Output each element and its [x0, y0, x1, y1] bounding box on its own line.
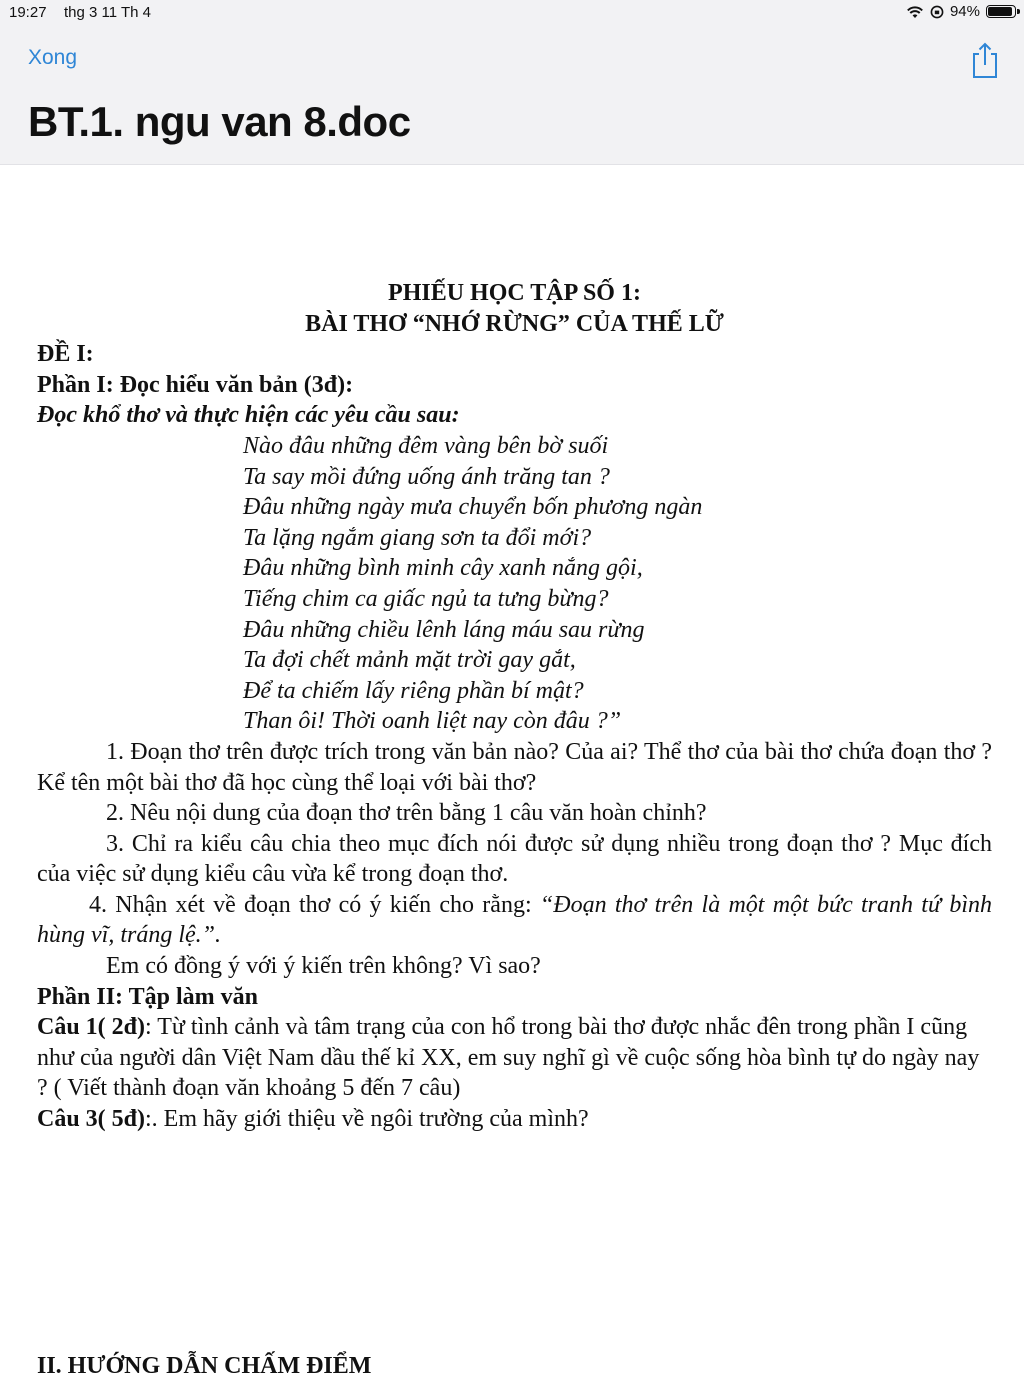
poem-line: Nào đâu những đêm vàng bên bờ suối: [243, 432, 609, 459]
part2-title: Phần II: Tập làm văn: [37, 983, 258, 1010]
poem-line: Ta lặng ngắm giang sơn ta đổi mới?: [243, 524, 592, 551]
question-4-quote: “Đoạn thơ trên là một một bức tranh tứ bình hùng vĩ, tráng lệ.”.: [37, 891, 992, 949]
wifi-icon: [906, 5, 924, 19]
document-page[interactable]: [0, 165, 1024, 1379]
nav-header: [0, 26, 1024, 165]
status-time: 19:27: [9, 4, 47, 21]
essay-question-1-label: Câu 1( 2đ): [37, 1014, 146, 1041]
question-2: 2. Nêu nội dung của đoạn thơ trên bằng 1 câu văn hoàn chỉnh?: [106, 800, 707, 827]
orientation-lock-icon: [930, 5, 944, 19]
poem-line: Ta say mồi đứng uống ánh trăng tan ?: [243, 463, 610, 490]
essay-question-3-label: Câu 3( 5đ): [37, 1106, 146, 1133]
status-bar: [0, 0, 1024, 26]
poem-line: Đâu những ngày mưa chuyển bốn phương ngàn: [243, 494, 703, 521]
exam-label: ĐỀ I:: [37, 341, 94, 368]
status-indicators: [906, 3, 1016, 20]
worksheet-heading: PHIẾU HỌC TẬP SỐ 1:: [388, 280, 641, 306]
battery-icon: [986, 5, 1016, 18]
part1-instruction: Đọc khổ thơ và thực hiện các yêu cầu sau:: [37, 402, 460, 429]
part1-title: Phần I: Đọc hiểu văn bản (3đ):: [37, 371, 354, 398]
next-section-heading: II. HƯỚNG DẪN CHẤM ĐIỂM: [37, 1353, 372, 1379]
document-content: [37, 278, 992, 1135]
question-1: 1. Đoạn thơ trên được trích trong văn bản nào? Của ai? Thể thơ của bài thơ chứa đoạn thơ ? Kể tên một bài thơ đã học cùng thể loại với bài thơ?: [37, 738, 992, 796]
question-4: [37, 890, 992, 951]
poem-line: Ta đợi chết mảnh mặt trời gay gắt,: [243, 647, 576, 674]
share-icon: [968, 40, 1002, 80]
poem-line: Đâu những chiều lênh láng máu sau rừng: [243, 616, 645, 643]
question-4-followup: Em có đồng ý với ý kiến trên không? Vì sao?: [106, 953, 541, 980]
essay-question-1: [37, 1012, 992, 1104]
poem-line: Than ôi! Thời oanh liệt nay còn đâu ?”: [243, 708, 622, 735]
share-button[interactable]: [968, 40, 1002, 80]
essay-question-3: [37, 1104, 992, 1135]
done-button[interactable]: Xong: [28, 46, 78, 69]
poem-title-heading: BÀI THƠ “NHỚ RỪNG” CỦA THẾ LỮ: [305, 310, 724, 337]
essay-question-1-text: : Từ tình cảnh và tâm trạng của con hổ trong bài thơ được nhắc đên trong phần I cũng như của người dân Việt Nam dầu thế kỉ XX, em suy nghĩ gì về cuộc sống hòa bình tự do ngày nay ? ( Viết thành đoạn văn khoảng 5 đến 7 câu): [37, 1014, 980, 1102]
poem-line: Tiếng chim ca giấc ngủ ta tưng bừng?: [243, 585, 609, 612]
question-3: 3. Chỉ ra kiểu câu chia theo mục đích nói được sử dụng nhiều trong đoạn thơ ? Mục đích của việc sử dụng kiểu câu vừa kể trong đoạn thơ.: [37, 830, 992, 888]
document-title: BT.1. ngu van 8.doc: [28, 98, 411, 145]
poem-line: Đâu những bình minh cây xanh nắng gội,: [243, 555, 643, 582]
essay-question-3-text: :. Em hãy giới thiệu về ngôi trường của mình?: [145, 1106, 589, 1133]
question-4-text: 4. Nhận xét về đoạn thơ có ý kiến cho rằng:: [89, 891, 540, 918]
battery-percentage: 94%: [949, 3, 980, 20]
poem-excerpt: [37, 431, 992, 737]
status-date: thg 3 11 Th 4: [64, 4, 152, 21]
poem-line: Để ta chiếm lấy riêng phần bí mật?: [243, 677, 584, 704]
